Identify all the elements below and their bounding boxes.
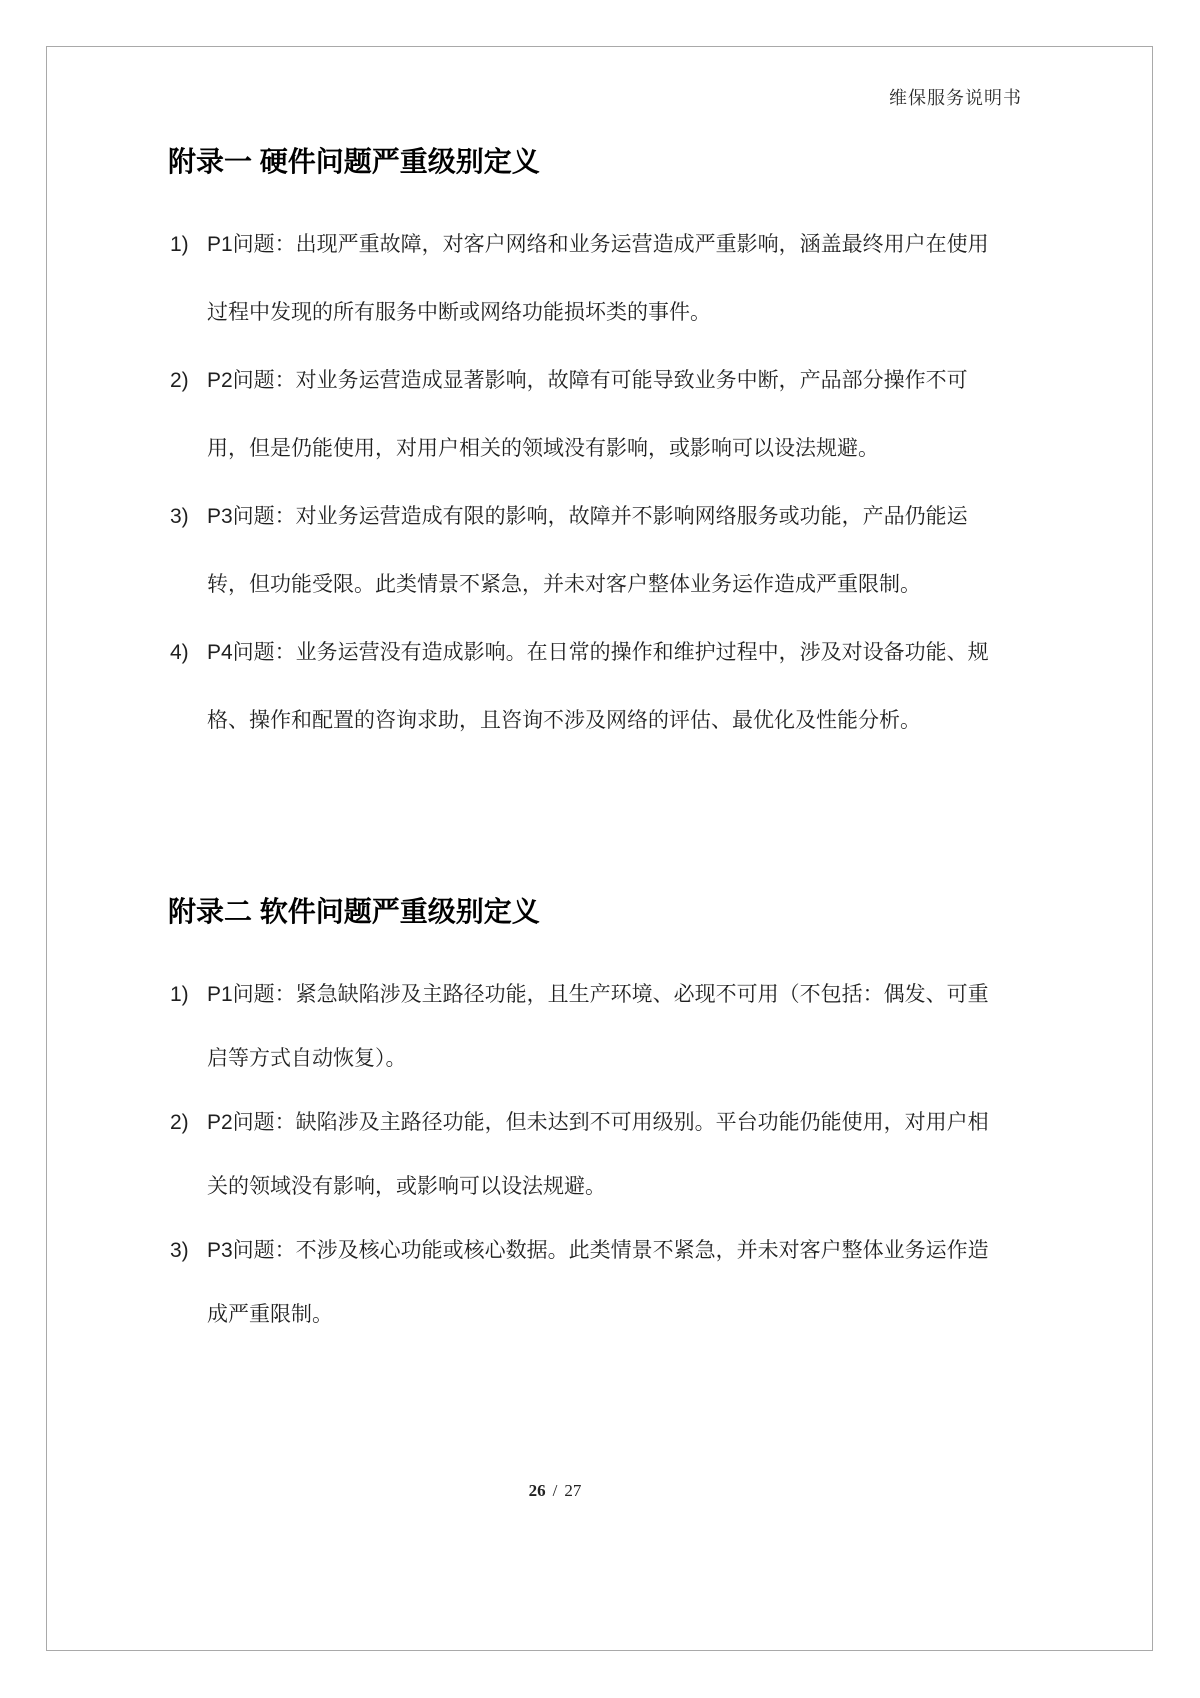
- page-number-separator: /: [552, 1481, 558, 1500]
- list-item-line: [168, 687, 1048, 755]
- list-item-text: P1问题：出现严重故障，对客户网络和业务运营造成严重影响，涵盖最终用户在使用: [207, 233, 989, 256]
- list-item-text: P1问题：紧急缺陷涉及主路径功能，且生产环境、必现不可用（不包括：偶发、可重: [207, 983, 989, 1006]
- list-item-text: 格、操作和配置的咨询求助，且咨询不涉及网络的评估、最优化及性能分析。: [207, 709, 921, 732]
- list-item-number: 1): [170, 983, 189, 1006]
- list-item-number: 3): [170, 505, 189, 528]
- list-item-text: 启等方式自动恢复）。: [207, 1047, 407, 1070]
- list-item-line: [168, 415, 1048, 483]
- list-item-number: 4): [170, 641, 189, 664]
- list-item-line: [168, 1219, 1048, 1283]
- list-item-line: [168, 1027, 1048, 1091]
- page-footer: [0, 1481, 1110, 1501]
- list-item-text: P2问题：对业务运营造成显著影响，故障有可能导致业务中断，产品部分操作不可: [207, 369, 968, 392]
- list-item-line: [168, 963, 1048, 1027]
- page-number-current: 26: [528, 1481, 546, 1500]
- section-title-hardware: 附录一 硬件问题严重级别定义: [168, 146, 540, 177]
- section-title-software: 附录二 软件问题严重级别定义: [168, 896, 540, 927]
- page-number-total: 27: [564, 1481, 582, 1500]
- page-header-title: 维保服务说明书: [889, 88, 1022, 108]
- list-item-text: 关的领域没有影响，或影响可以设法规避。: [207, 1175, 606, 1198]
- list-item-text: 过程中发现的所有服务中断或网络功能损坏类的事件。: [207, 301, 711, 324]
- list-item-text: 用，但是仍能使用，对用户相关的领域没有影响，或影响可以设法规避。: [207, 437, 879, 460]
- list-item-line: [168, 1091, 1048, 1155]
- list-item-text: P3问题：不涉及核心功能或核心数据。此类情景不紧急，并未对客户整体业务运作造: [207, 1239, 989, 1262]
- list-item-number: 2): [170, 369, 189, 392]
- list-item-line: [168, 551, 1048, 619]
- software-severity-list: [168, 963, 1048, 1347]
- list-item-line: [168, 1283, 1048, 1347]
- list-item-text: 成严重限制。: [207, 1303, 333, 1326]
- list-item-text: P3问题：对业务运营造成有限的影响，故障并不影响网络服务或功能，产品仍能运: [207, 505, 968, 528]
- hardware-severity-list: [168, 211, 1048, 755]
- list-item-line: [168, 279, 1048, 347]
- list-item-line: [168, 483, 1048, 551]
- list-item-line: [168, 619, 1048, 687]
- list-item-number: 1): [170, 233, 189, 256]
- list-item-line: [168, 1155, 1048, 1219]
- list-item-text: P2问题：缺陷涉及主路径功能，但未达到不可用级别。平台功能仍能使用，对用户相: [207, 1111, 989, 1134]
- list-item-line: [168, 211, 1048, 279]
- list-item-number: 3): [170, 1239, 189, 1262]
- list-item-text: P4问题：业务运营没有造成影响。在日常的操作和维护过程中，涉及对设备功能、规: [207, 641, 989, 664]
- list-item-line: [168, 347, 1048, 415]
- list-item-number: 2): [170, 1111, 189, 1134]
- list-item-text: 转，但功能受限。此类情景不紧急，并未对客户整体业务运作造成严重限制。: [207, 573, 921, 596]
